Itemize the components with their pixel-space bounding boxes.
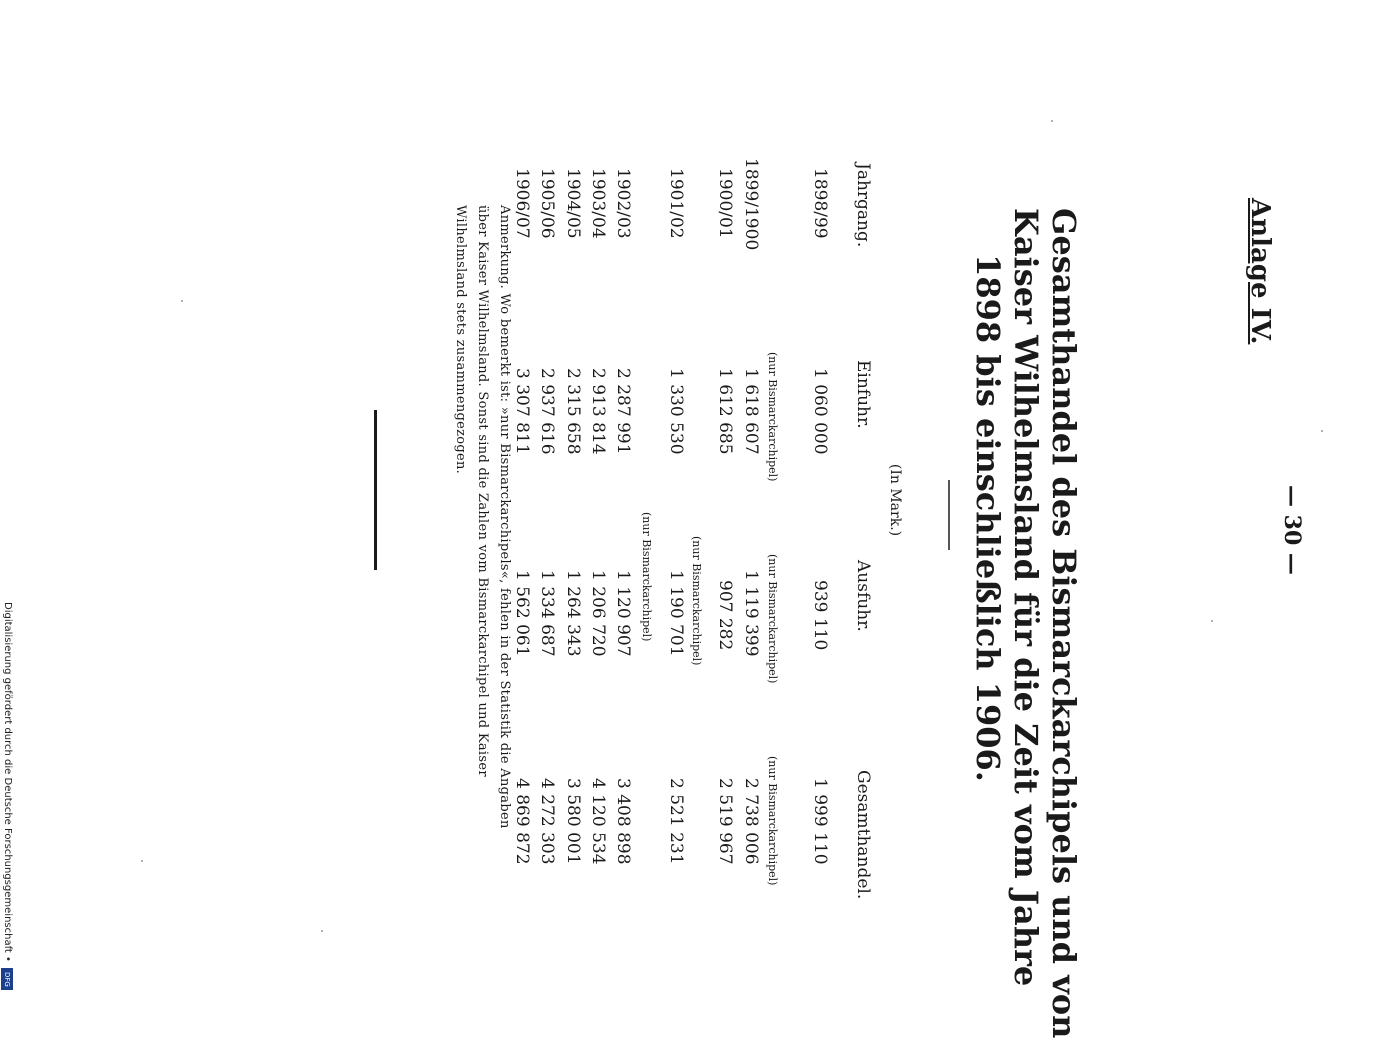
table-row-total: 3 408 898	[613, 778, 633, 865]
table-row-total: 1 999 110	[810, 778, 830, 865]
header-export: Ausfuhr.	[853, 560, 873, 632]
note-total: (nur Bismarckarchipel)	[766, 756, 779, 886]
table-row-year: 1905/06	[537, 168, 557, 239]
header-import: Einfuhr.	[853, 360, 873, 429]
unit-label: (In Mark.)	[887, 463, 903, 537]
table-row-total: 3 580 001	[563, 778, 583, 865]
table-row-total: 2 521 231	[666, 778, 686, 865]
table-row-export: 1 190 701	[666, 570, 686, 657]
table-row-year: 1898/99	[810, 168, 830, 239]
title-line-2: Kaiser Wilhelmsland für die Zeit vom Jahre	[1007, 208, 1045, 987]
table-row-export: 1 562 061	[512, 570, 532, 657]
title-divider	[948, 480, 950, 550]
table-row-export: 939 110	[810, 580, 830, 651]
table-row-year: 1904/05	[563, 168, 583, 239]
table-row-import: 2 287 991	[613, 368, 633, 455]
table-row-import: 3 307 811	[512, 368, 532, 455]
table-row-import: 1 060 000	[810, 368, 830, 455]
table-row-year: 1903/04	[588, 168, 608, 239]
digitization-credit: Digitalisierung gefördert durch die Deutsche Forschungsgemeinschaft •	[2, 602, 13, 962]
appendix-label: Anlage IV.	[1245, 198, 1275, 345]
table-row-total: 4 869 872	[512, 778, 532, 865]
table-row-year: 1901/02	[666, 168, 686, 239]
separator-line	[374, 410, 377, 570]
note-export: (nur Bismarckarchipel)	[640, 512, 653, 642]
table-row-year: 1900/01	[715, 168, 735, 239]
scan-speck	[1051, 120, 1053, 122]
table-row-total: 4 272 303	[537, 778, 557, 865]
dfg-logo: DFG	[1, 968, 13, 990]
header-year: Jahrgang.	[853, 163, 873, 248]
title-line-3: 1898 bis einschließlich 1906.	[969, 254, 1007, 782]
page-number: — 30 —	[1279, 485, 1305, 575]
table-row-import: 1 612 685	[715, 368, 735, 455]
digitization-credit-strip	[0, 600, 16, 1000]
table-row-total: 2 738 006	[741, 778, 761, 865]
remark-footnote: Anmerkung. Wo bemerkt ist: »nur Bismarckarchipels«, fehlen in der Statistik die Angaben über Kaiser Wilhelmsland. Sonst sind die Zahlen vom Bismarckarchipel und Kaiser Wilhelmsland stets zusammengezogen.	[453, 205, 512, 829]
table-row-export: 1 334 687	[537, 570, 557, 657]
note-export: (nur Bismarckarchipel)	[690, 536, 703, 666]
table-row-year: 1902/03	[613, 168, 633, 239]
table-row-import: 2 913 814	[588, 368, 608, 455]
table-row-export: 1 264 343	[563, 570, 583, 657]
table-row-import: 1 330 530	[666, 368, 686, 455]
table-row-export: 1 120 907	[613, 570, 633, 657]
table-row-total: 2 519 967	[715, 778, 735, 865]
table-row-year: 1899/1900	[741, 158, 761, 251]
title-line-1: Gesamthandel des Bismarckarchipels und von	[1045, 208, 1083, 1038]
table-row-export: 1 119 399	[741, 570, 761, 657]
scan-speck	[321, 930, 323, 932]
scan-speck	[1321, 430, 1323, 432]
scan-speck	[1211, 620, 1213, 622]
scan-speck	[141, 860, 143, 862]
header-total: Gesamthandel.	[853, 770, 873, 900]
note-export: (nur Bismarckarchipel)	[766, 554, 779, 684]
table-row-total: 4 120 534	[588, 778, 608, 865]
table-row-import: 2 937 616	[537, 368, 557, 455]
note-import: (nur Bismarckarchipel)	[766, 352, 779, 482]
document-title	[969, 208, 1083, 1038]
table-row-export: 907 282	[715, 580, 735, 651]
scan-speck	[181, 300, 183, 302]
table-row-year: 1906/07	[512, 168, 532, 239]
table-row-import: 2 315 658	[563, 368, 583, 455]
table-row-import: 1 618 607	[741, 368, 761, 455]
table-row-export: 1 206 720	[588, 570, 608, 657]
